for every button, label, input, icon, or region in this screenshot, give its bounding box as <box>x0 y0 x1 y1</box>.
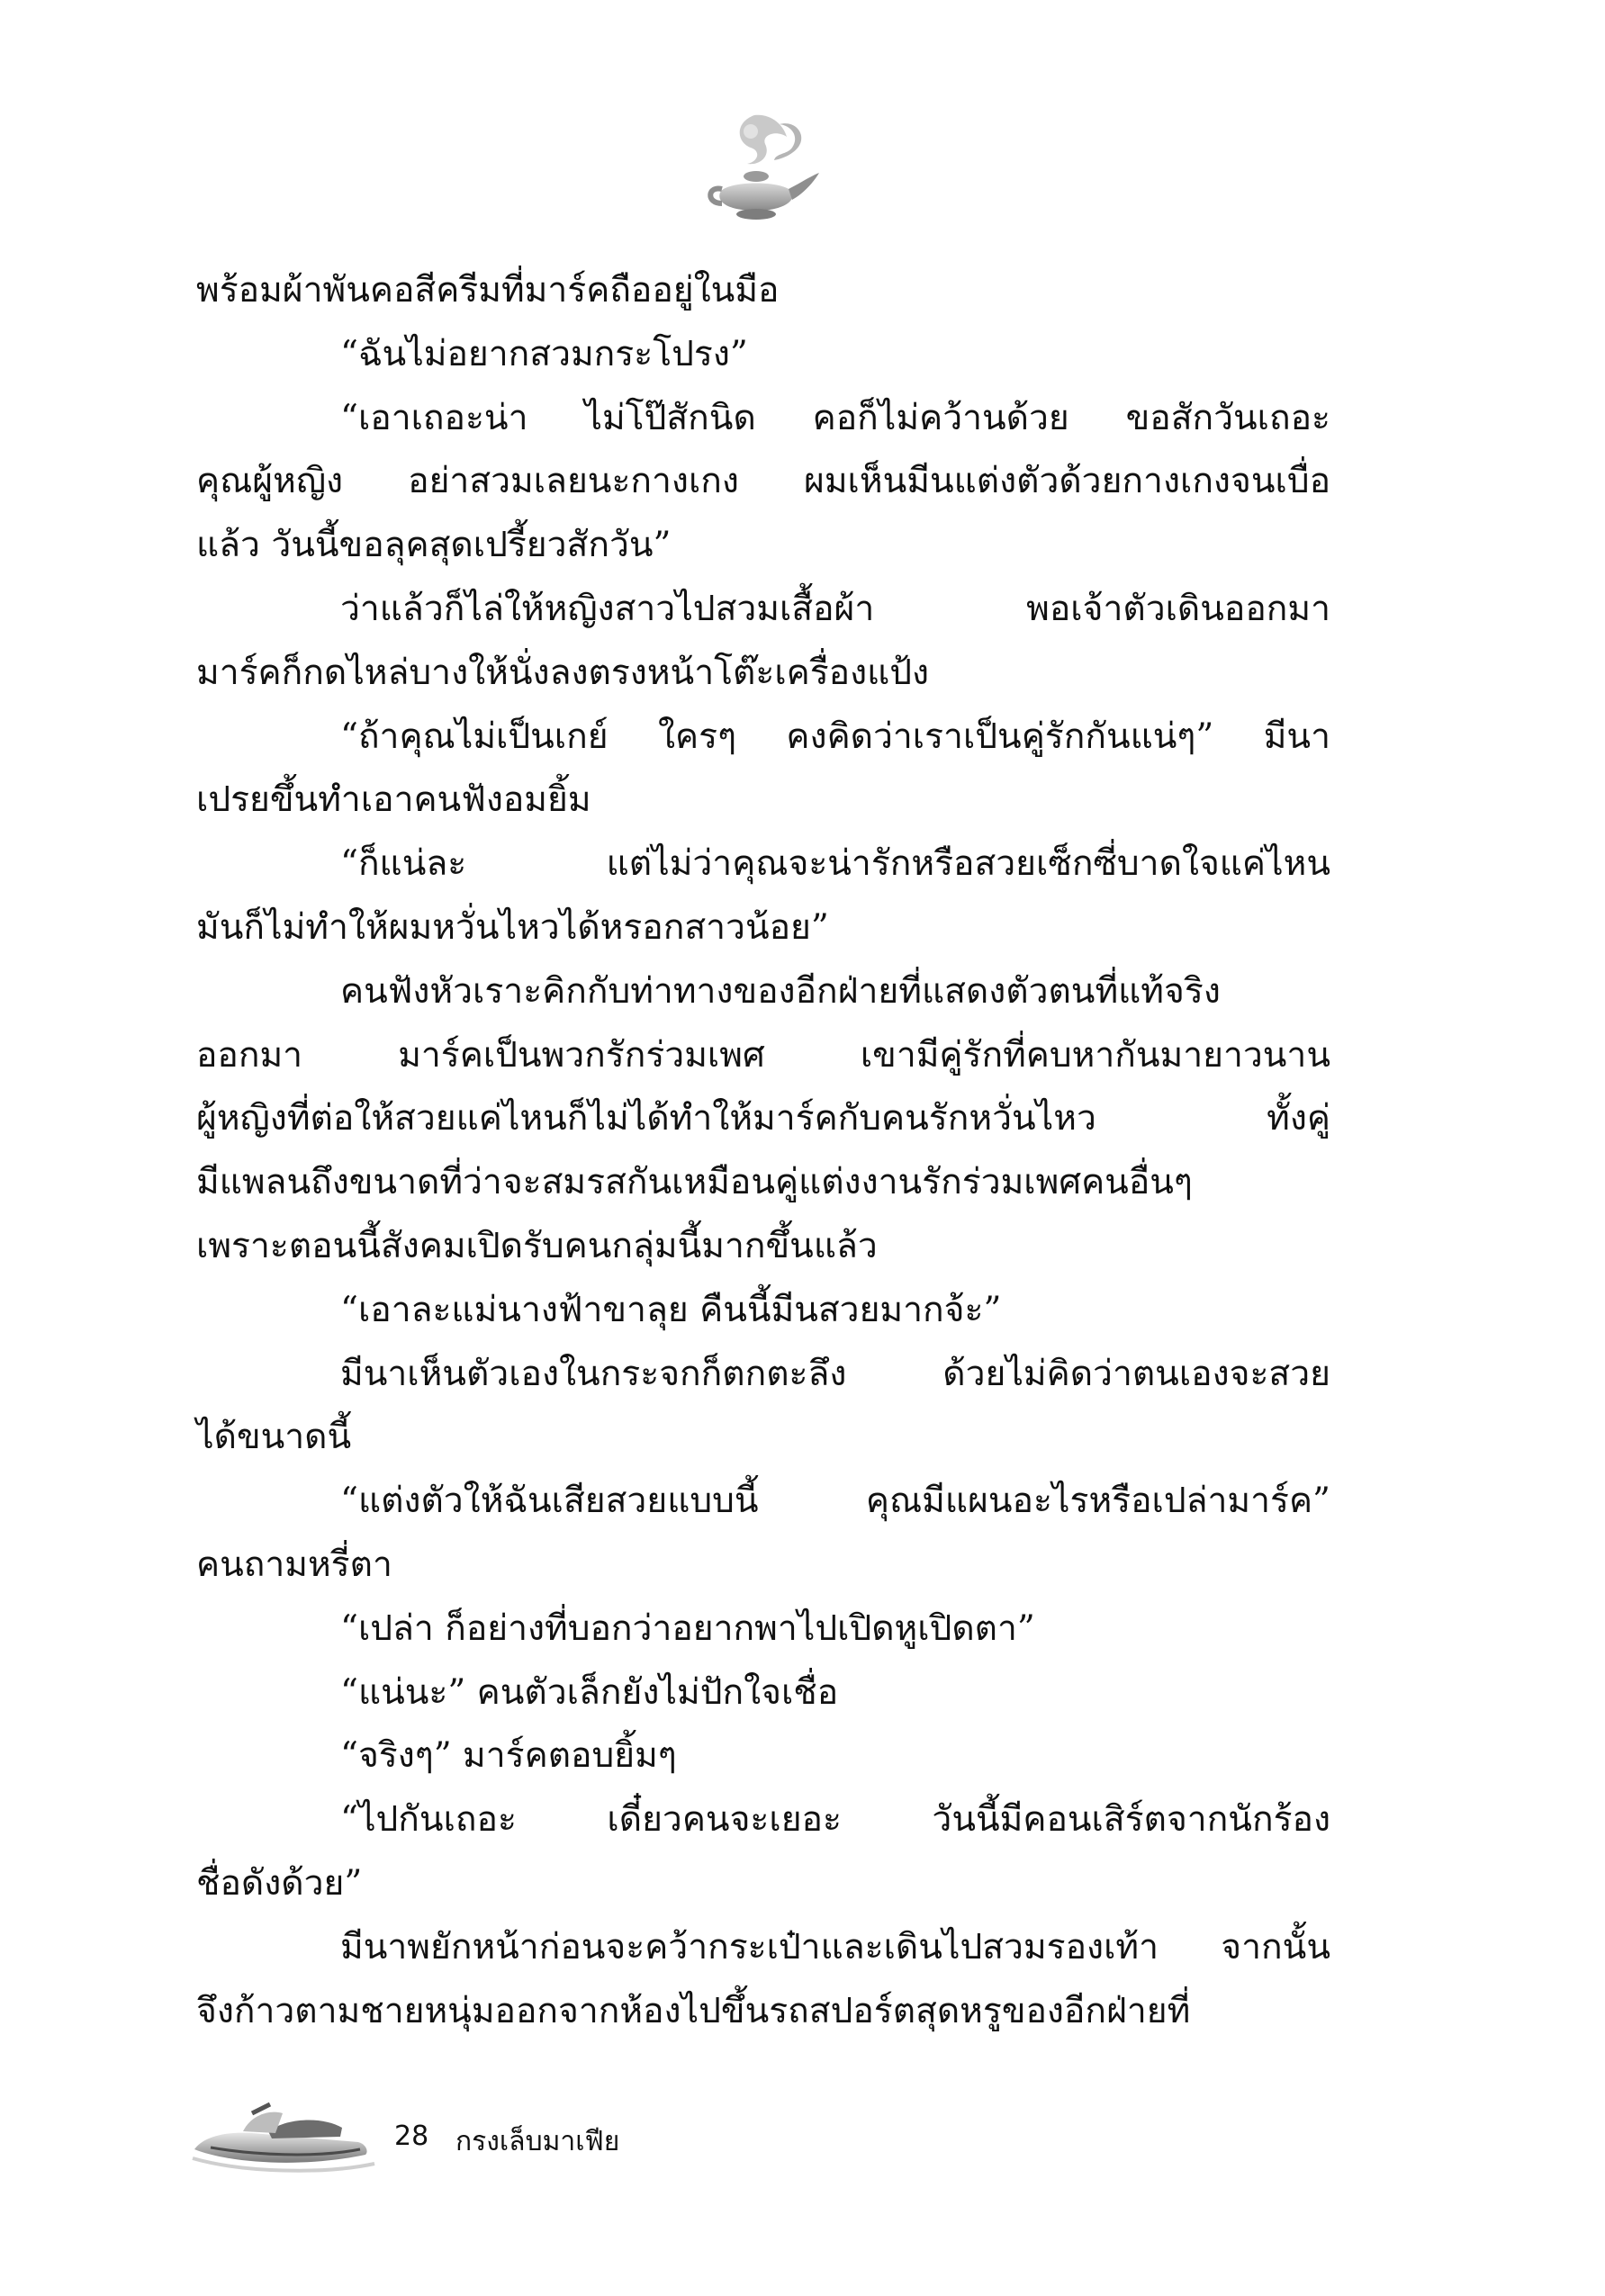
text-line: “ไปกันเถอะ เดี๋ยวคนจะเยอะ วันนี้มีคอนเสิร์ตจากนักร้อง <box>340 1799 1330 1841</box>
text-line: “เอาเถอะน่า ไม่โป๊สักนิด คอก็ไม่คว้านด้วย ขอสักวันเถอะ <box>340 397 1330 438</box>
text-line: ออกมา มาร์คเป็นพวกรักร่วมเพศ เขามีคู่รักที่คบหากันมายาวนาน <box>196 1034 1330 1076</box>
text-line: เพราะตอนนี้สังคมเปิดรับคนกลุ่มนี้มากขึ้นแล้ว <box>196 1225 878 1266</box>
text-line: พร้อมผ้าพันคอสีครีมที่มาร์คถืออยู่ในมือ <box>196 270 780 311</box>
text-line: มันก็ไม่ทำให้ผมหวั่นไหวได้หรอกสาวน้อย” <box>196 906 829 948</box>
text-line: “จริงๆ” มาร์คตอบยิ้มๆ <box>340 1735 677 1777</box>
text-line: “แต่งตัวให้ฉันเสียสวยแบบนี้ คุณมีแผนอะไรหรือเปล่ามาร์ค” <box>340 1481 1330 1522</box>
text-line: แล้ว วันนี้ขอลุคสุดเปรี้ยวสักวัน” <box>196 525 672 566</box>
text-line: “ฉันไม่อยากสวมกระโปรง” <box>340 333 748 374</box>
text-line: “เปล่า ก็อย่างที่บอกว่าอยากพาไปเปิดหูเปิดตา” <box>340 1607 1035 1649</box>
text-line: มาร์คก็กดไหล่บางให้นั่งลงตรงหน้าโต๊ะเครื่องแป้ง <box>196 652 930 693</box>
text-line: ว่าแล้วก็ไล่ให้หญิงสาวไปสวมเสื้อผ้า พอเจ้าตัวเดินออกมา <box>340 588 1330 629</box>
jetski-icon <box>189 2086 378 2176</box>
text-line: จึงก้าวตามชายหนุ่มออกจากห้องไปขึ้นรถสปอร์ตสุดหรูของอีกฝ่ายที่ <box>196 1990 1191 2031</box>
text-line: คุณผู้หญิง อย่าสวมเลยนะกางเกง ผมเห็นมีนแต่งตัวด้วยกางเกงจนเบื่อ <box>196 461 1330 502</box>
book-title: กรงเล็บมาเฟีย <box>455 2126 620 2157</box>
page-number: 28 <box>394 2120 429 2152</box>
text-line: ชื่อดังด้วย” <box>196 1862 363 1904</box>
text-line: คนถามหรี่ตา <box>196 1544 392 1585</box>
text-line: ได้ขนาดนี้ <box>196 1417 352 1458</box>
text-line: ผู้หญิงที่ต่อให้สวยแค่ไหนก็ไม่ได้ทำให้มาร์คกับคนรักหวั่นไหว ทั้งคู่ <box>196 1098 1330 1139</box>
text-line: คนฟังหัวเราะคิกกับท่าทางของอีกฝ่ายที่แสดงตัวตนที่แท้จริง <box>340 970 1221 1012</box>
text-line: “ถ้าคุณไม่เป็นเกย์ ใครๆ คงคิดว่าเราเป็นคู่รักกันแน่ๆ” มีนา <box>340 716 1330 757</box>
text-line: “เอาละแม่นางฟ้าขาลุย คืนนี้มีนสวยมากจ้ะ” <box>340 1289 1002 1330</box>
body-text <box>196 259 1330 2043</box>
text-line: มีนาเห็นตัวเองในกระจกก็ตกตะลึง ด้วยไม่คิดว่าตนเองจะสวย <box>340 1353 1330 1394</box>
text-line: “ก็แน่ละ แต่ไม่ว่าคุณจะน่ารักหรือสวยเซ็กซี่บาดใจแค่ไหน <box>340 843 1330 885</box>
text-line: มีนาพยักหน้าก่อนจะคว้ากระเป๋าและเดินไปสวมรองเท้า จากนั้น <box>340 1926 1330 1967</box>
text-line: “แน่นะ” คนตัวเล็กยังไม่ปักใจเชื่อ <box>340 1671 839 1713</box>
magic-lamp-icon <box>699 106 828 236</box>
text-line: เปรยขึ้นทำเอาคนฟังอมยิ้ม <box>196 779 591 821</box>
text-line: มีแพลนถึงขนาดที่ว่าจะสมรสกันเหมือนคู่แต่งงานรักร่วมเพศคนอื่นๆ <box>196 1162 1193 1203</box>
page-footer <box>189 2086 819 2185</box>
